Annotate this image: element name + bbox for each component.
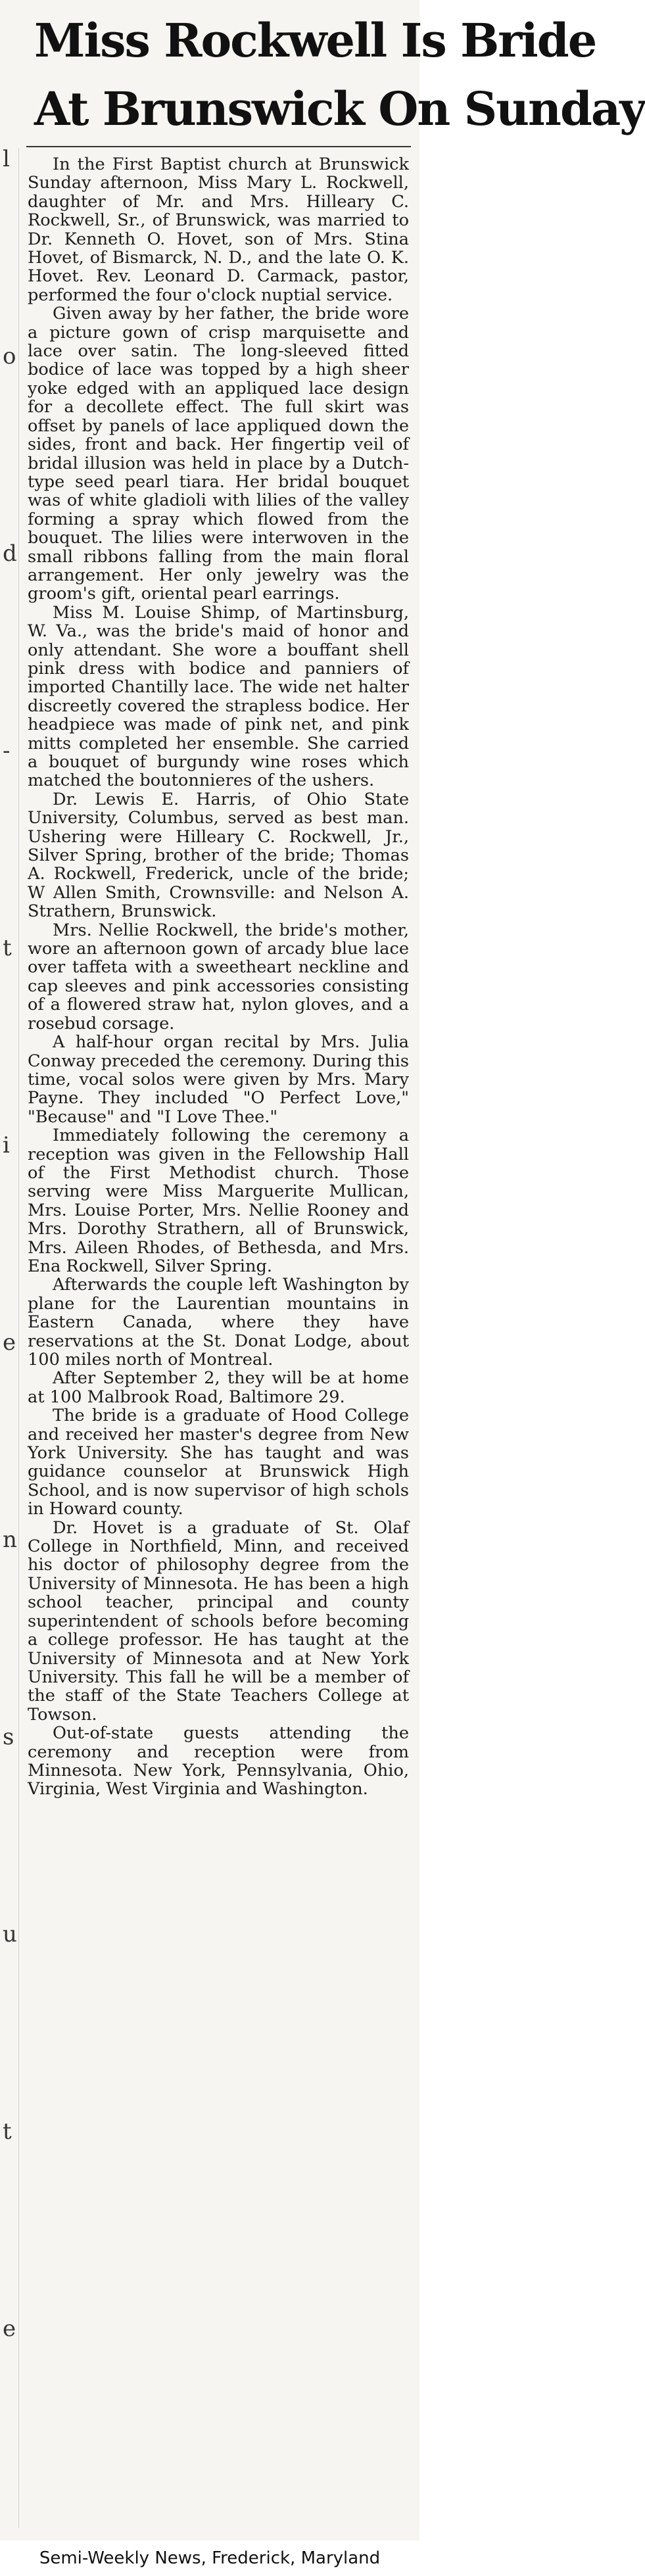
edge-fragment: t bbox=[3, 2118, 12, 2145]
edge-fragment: s bbox=[3, 1724, 14, 1750]
article-paragraph: Afterwards the couple left Washington by plane for the Laurentian mountains in Eastern Canada, where they have reservations at the St. Donat Lodge, about 100 miles north of Montreal. bbox=[28, 1275, 409, 1370]
source-credit: Semi-Weekly News, Frederick, Maryland bbox=[0, 2540, 419, 2576]
edge-fragment: e bbox=[3, 2316, 16, 2342]
edge-fragment: i bbox=[3, 1132, 10, 1158]
edge-fragment: o bbox=[3, 343, 16, 370]
article-paragraph: Given away by her father, the bride wore a picture gown of crisp marquisette and lace over satin. The long-sleeved fitted bodice of lace was topped by a high sheer yoke edged with an appliqued lace design for a decollete effect. The full skirt was offset by panels of lace appliqued down the sides, front and back. Her fingertip veil of bridal illusion was held in place by a Dutch-type seed pearl tiara. Her bridal bouquet was of white gladioli with lilies of the valley forming a spray which flowed from the bouquet. The lilies were interwoven in the small ribbons falling from the main floral arrangement. Her only jewelry was the groom's gift, oriental pearl earrings. bbox=[28, 304, 409, 604]
edge-fragment: - bbox=[3, 738, 11, 764]
article-headline bbox=[34, 7, 645, 143]
edge-fragment: u bbox=[3, 1921, 17, 1947]
article-paragraph: A half-hour organ recital by Mrs. Julia Conway preceded the ceremony. During this time, vocal solos were given by Mrs. Mary Payne. They included "O Perfect Love," "Because" and "I Love Thee." bbox=[28, 1032, 409, 1127]
article-paragraph: The bride is a graduate of Hood College and received her master's degree from New York University. She has taught and was guidance counselor at Brunswick High School, and is now supervisor of high schols in Howard county. bbox=[28, 1406, 409, 1519]
adjacent-column-edge bbox=[0, 148, 19, 2528]
article-paragraph: Mrs. Nellie Rockwell, the bride's mother, wore an afternoon gown of arcady blue lace over taffeta with a sweetheart neckline and cap sleeves and pink accessories consisting of a flowered straw hat, nylon gloves, and a rosebud corsage. bbox=[28, 920, 409, 1034]
edge-fragment: d bbox=[3, 540, 17, 567]
headline-line-2: At Brunswick On Sunday bbox=[34, 82, 645, 136]
article-paragraph: In the First Baptist church at Brunswick Sunday afternoon, Miss Mary L. Rockwell, daughter of Mr. and Mrs. Hilleary C. Rockwell, Sr., of Brunswick, was married to Dr. Kenneth O. Hovet, son of Mrs. Stina Hovet, of Bismarck, N. D., and the late O. K. Hovet. Rev. Leonard D. Carmack, pastor, performed the four o'clock nuptial service. bbox=[28, 155, 409, 305]
article-paragraph: After September 2, they will be at home at 100 Malbrook Road, Baltimore 29. bbox=[28, 1368, 409, 1407]
edge-fragment: l bbox=[3, 146, 10, 172]
headline-rule bbox=[26, 146, 411, 147]
article-body bbox=[28, 155, 409, 1799]
headline-line-1: Miss Rockwell Is Bride bbox=[34, 13, 596, 68]
edge-fragment: n bbox=[3, 1527, 17, 1553]
edge-fragment: t bbox=[3, 935, 12, 961]
article-paragraph: Dr. Lewis E. Harris, of Ohio State University, Columbus, served as best man. Ushering were Hilleary C. Rockwell, Jr., Silver Spring, brother of the bride; Thomas A. Rockwell, Frederick, uncle of the bride; W Allen Smith, Crownsville: and Nelson A. Strathern, Brunswick. bbox=[28, 789, 409, 922]
article-paragraph: Miss M. Louise Shimp, of Martinsburg, W. Va., was the bride's maid of honor and only attendant. She wore a bouffant shell pink dress with bodice and panniers of imported Chantilly lace. The wide net halter discreetly covered the strapless bodice. Her headpiece was made of pink net, and pink mitts completed her ensemble. She carried a bouquet of burgundy wine roses which matched the boutonnieres of the ushers. bbox=[28, 602, 409, 791]
edge-fragment: e bbox=[3, 1329, 16, 1356]
article-paragraph: Out-of-state guests attending the ceremony and reception were from Minnesota. New York, Pennsylvania, Ohio, Virginia, West Virginia and Washington. bbox=[28, 1723, 409, 1800]
article-paragraph: Immediately following the ceremony a reception was given in the Fellowship Hall of the First Methodist church. Those serving were Miss Marguerite Mullican, Mrs. Louise Porter, Mrs. Nellie Rooney and Mrs. Dorothy Strathern, all of Brunswick, Mrs. Aileen Rhodes, of Bethesda, and Mrs. Ena Rockwell, Silver Spring. bbox=[28, 1126, 409, 1276]
article-paragraph: Dr. Hovet is a graduate of St. Olaf College in Northfield, Minn, and received his doctor of philosophy degree from the University of Minnesota. He has been a high school teacher, principal and county superintendent of schools before becoming a college professor. He has taught at the University of Minnesota and at New York University. This fall he will be a member of the staff of the State Teachers College at Towson. bbox=[28, 1517, 409, 1725]
